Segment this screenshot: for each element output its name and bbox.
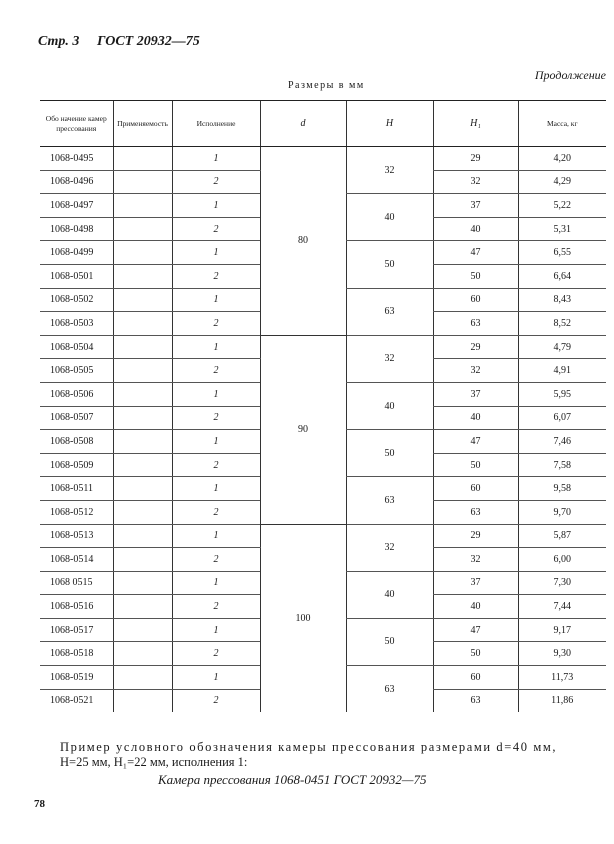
h-cell: 50 xyxy=(346,430,433,477)
version-cell: 2 xyxy=(172,453,260,477)
h-cell: 32 xyxy=(346,335,433,382)
version-cell: 1 xyxy=(172,288,260,312)
h-cell: 63 xyxy=(346,477,433,524)
applicability-cell xyxy=(113,477,172,501)
mass-cell: 9,70 xyxy=(518,500,606,524)
h-cell: 40 xyxy=(346,194,433,241)
applicability-cell xyxy=(113,500,172,524)
designation-cell: 1068-0504 xyxy=(40,335,113,359)
table-row xyxy=(40,147,606,171)
applicability-cell xyxy=(113,642,172,666)
h1-cell: 37 xyxy=(433,194,518,218)
version-cell: 2 xyxy=(172,170,260,194)
designation-cell: 1068-0516 xyxy=(40,595,113,619)
version-cell: 1 xyxy=(172,524,260,548)
applicability-cell xyxy=(113,666,172,690)
applicability-cell xyxy=(113,312,172,336)
applicability-cell xyxy=(113,241,172,265)
mass-cell: 11,73 xyxy=(518,666,606,690)
designation-cell: 1068-0505 xyxy=(40,359,113,383)
designation-cell: 1068-0513 xyxy=(40,524,113,548)
designation-cell: 1068-0511 xyxy=(40,477,113,501)
d-cell: 80 xyxy=(260,147,346,336)
designation-cell: 1068-0506 xyxy=(40,382,113,406)
designation-cell: 1068-0495 xyxy=(40,147,113,171)
mass-cell: 11,86 xyxy=(518,689,606,712)
applicability-cell xyxy=(113,618,172,642)
page-number: 78 xyxy=(34,798,45,810)
mass-cell: 9,30 xyxy=(518,642,606,666)
designation-cell: 1068-0517 xyxy=(40,618,113,642)
col-header-applicability: Применяемость xyxy=(113,101,172,147)
applicability-cell xyxy=(113,595,172,619)
version-cell: 2 xyxy=(172,406,260,430)
mass-cell: 5,31 xyxy=(518,217,606,241)
version-cell: 1 xyxy=(172,241,260,265)
applicability-cell xyxy=(113,430,172,454)
designation-cell: 1068-0503 xyxy=(40,312,113,336)
h-cell: 50 xyxy=(346,618,433,665)
designation-cell: 1068-0507 xyxy=(40,406,113,430)
table-row xyxy=(40,524,606,548)
mass-cell: 7,46 xyxy=(518,430,606,454)
h1-cell: 32 xyxy=(433,170,518,194)
h1-cell: 40 xyxy=(433,595,518,619)
applicability-cell xyxy=(113,548,172,572)
h-cell: 63 xyxy=(346,666,433,713)
mass-cell: 4,91 xyxy=(518,359,606,383)
applicability-cell xyxy=(113,170,172,194)
continued-label: Продолжение xyxy=(534,68,606,82)
designation-cell: 1068-0502 xyxy=(40,288,113,312)
designation-cell: 1068-0521 xyxy=(50,695,94,707)
col-header-version: Исполнение xyxy=(172,101,260,147)
units-caption: Размеры в мм xyxy=(288,80,365,91)
h1-cell: 47 xyxy=(433,430,518,454)
example-designation: Камера прессования 1068-0451 ГОСТ 20932—75 xyxy=(158,772,427,787)
applicability-cell xyxy=(113,194,172,218)
version-cell: 2 xyxy=(172,217,260,241)
applicability-cell xyxy=(113,406,172,430)
mass-cell: 4,79 xyxy=(518,335,606,359)
h1-cell: 60 xyxy=(433,477,518,501)
h1-cell: 60 xyxy=(433,666,518,690)
version-cell: 2 xyxy=(172,500,260,524)
designation-cell: 1068 0515 xyxy=(40,571,113,595)
h-cell: 32 xyxy=(346,524,433,571)
mass-cell: 4,20 xyxy=(518,147,606,171)
mass-cell: 6,00 xyxy=(518,548,606,572)
designation-cell: 1068-0514 xyxy=(40,548,113,572)
mass-cell: 6,07 xyxy=(518,406,606,430)
version-cell: 2 xyxy=(172,312,260,336)
mass-cell: 5,95 xyxy=(518,382,606,406)
designation-cell: 1068-0518 xyxy=(40,642,113,666)
mass-cell: 7,58 xyxy=(518,453,606,477)
mass-cell: 7,44 xyxy=(518,595,606,619)
mass-cell: 8,43 xyxy=(518,288,606,312)
version-cell: 1 xyxy=(172,147,260,171)
h1-cell: 29 xyxy=(433,524,518,548)
h-cell: 40 xyxy=(346,571,433,618)
page-label: Стр. 3 xyxy=(38,34,80,49)
d-cell: 100 xyxy=(260,524,346,712)
designation-cell: 1068-0509 xyxy=(40,453,113,477)
dimensions-table xyxy=(40,100,606,712)
mass-cell: 4,29 xyxy=(518,170,606,194)
h1-cell: 63 xyxy=(433,689,518,712)
applicability-cell xyxy=(113,382,172,406)
h1-cell: 32 xyxy=(433,359,518,383)
version-cell: 2 xyxy=(172,595,260,619)
h1-cell: 50 xyxy=(433,264,518,288)
designation-cell: 1068-0508 xyxy=(40,430,113,454)
table-header-row xyxy=(40,101,606,147)
version-cell: 2 xyxy=(172,642,260,666)
table-body xyxy=(40,147,606,713)
mass-cell: 5,22 xyxy=(518,194,606,218)
page-header xyxy=(38,34,214,50)
h1-cell: 37 xyxy=(433,382,518,406)
designation-cell: 1068-0512 xyxy=(40,500,113,524)
h1-cell: 50 xyxy=(433,453,518,477)
designation-cell: 1068-0496 xyxy=(40,170,113,194)
h1-cell: 32 xyxy=(433,548,518,572)
applicability-cell xyxy=(113,571,172,595)
applicability-cell xyxy=(113,335,172,359)
h-cell: 50 xyxy=(346,241,433,288)
applicability-cell xyxy=(113,217,172,241)
applicability-cell xyxy=(113,288,172,312)
applicability-cell xyxy=(113,147,172,171)
h1-cell: 37 xyxy=(433,571,518,595)
version-cell: 1 xyxy=(172,571,260,595)
version-cell: 2 xyxy=(172,689,260,712)
h1-cell: 63 xyxy=(433,500,518,524)
example-line-1: Пример условного обозначения камеры прессования размерами d=40 мм, xyxy=(60,740,558,754)
h1-cell: 63 xyxy=(433,312,518,336)
mass-cell: 6,64 xyxy=(518,264,606,288)
h1-cell: 29 xyxy=(433,335,518,359)
version-cell: 2 xyxy=(172,264,260,288)
h1-cell: 40 xyxy=(433,406,518,430)
version-cell: 1 xyxy=(172,430,260,454)
applicability-cell xyxy=(113,264,172,288)
mass-cell: 8,52 xyxy=(518,312,606,336)
col-header-h: H xyxy=(346,101,433,147)
version-cell: 1 xyxy=(172,666,260,690)
standard-label: ГОСТ 20932—75 xyxy=(96,34,200,49)
h-cell: 63 xyxy=(346,288,433,335)
h1-cell: 60 xyxy=(433,288,518,312)
version-cell: 1 xyxy=(172,194,260,218)
applicability-cell xyxy=(113,689,172,712)
h1-cell: 47 xyxy=(433,618,518,642)
applicability-cell xyxy=(113,524,172,548)
d-cell: 90 xyxy=(260,335,346,524)
table-row xyxy=(40,335,606,359)
h1-cell: 47 xyxy=(433,241,518,265)
designation-cell: 1068-0499 xyxy=(40,241,113,265)
version-cell: 2 xyxy=(172,548,260,572)
h1-cell: 29 xyxy=(433,147,518,171)
col-header-designation: Обо начение камер прессования xyxy=(40,101,113,147)
applicability-cell xyxy=(113,453,172,477)
version-cell: 1 xyxy=(172,477,260,501)
designation-cell: 1068-0497 xyxy=(40,194,113,218)
designation-cell: 1068-0498 xyxy=(40,217,113,241)
h-cell: 32 xyxy=(346,147,433,194)
example-text xyxy=(60,740,610,770)
col-header-d: d xyxy=(260,101,346,147)
mass-cell: 5,87 xyxy=(518,524,606,548)
mass-cell: 9,58 xyxy=(518,477,606,501)
h1-cell: 40 xyxy=(433,217,518,241)
version-cell: 1 xyxy=(172,618,260,642)
version-cell: 1 xyxy=(172,382,260,406)
mass-cell: 9,17 xyxy=(518,618,606,642)
designation-cell: 1068-0501 xyxy=(40,264,113,288)
example-line-2: H=25 мм, H₁=22 мм, исполнения 1: xyxy=(60,755,248,769)
col-header-mass: Масса, кг xyxy=(518,101,606,147)
version-cell: 1 xyxy=(172,335,260,359)
applicability-cell xyxy=(113,359,172,383)
mass-cell: 6,55 xyxy=(518,241,606,265)
designation-cell: 1068-0519 xyxy=(40,666,113,690)
h-cell: 40 xyxy=(346,382,433,429)
version-cell: 2 xyxy=(172,359,260,383)
h1-cell: 50 xyxy=(433,642,518,666)
col-header-h1: H₁ xyxy=(433,101,518,147)
mass-cell: 7,30 xyxy=(518,571,606,595)
